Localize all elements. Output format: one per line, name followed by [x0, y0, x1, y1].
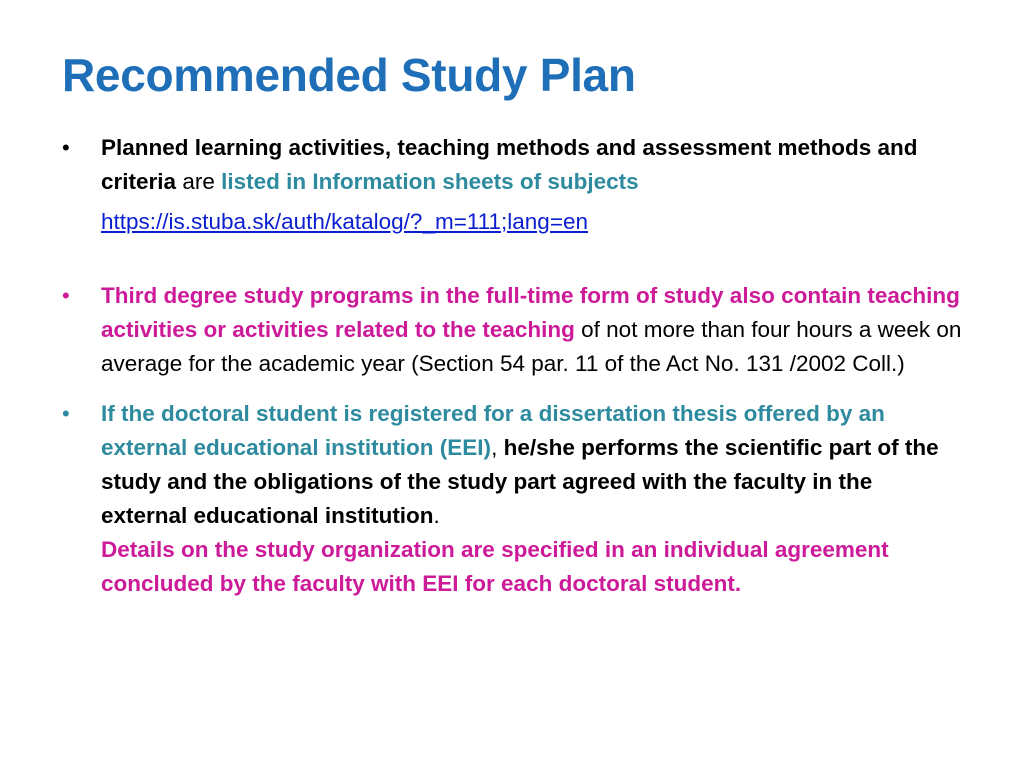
bullet-dot-icon: •	[62, 401, 70, 426]
bullet1-teal-text: listed in Information sheets of subjects	[221, 169, 639, 194]
bullet3-period: .	[433, 503, 440, 528]
bullet2-plain-text: of not more than four hours a week on average for the academic year (Section 54 par. 11 of the Act No. 131 /2002 Coll.)	[101, 317, 962, 376]
bullet-third-degree	[62, 279, 962, 381]
bullet-learning-activities	[62, 131, 962, 239]
bullet3-pink-text: Details on the study organization are specified in an individual agreement concluded by the faculty with EEI for each doctoral student.	[101, 537, 889, 596]
bullet-external-institution	[62, 397, 962, 601]
bullet-dot-icon: •	[62, 283, 70, 308]
bullet3-comma: ,	[491, 435, 504, 460]
bullet3-teal-text: If the doctoral student is registered for a dissertation thesis offered by an external educational institution (EEI)	[101, 401, 885, 460]
slide-title: Recommended Study Plan	[62, 49, 636, 101]
bullet-list	[62, 131, 962, 601]
bullet-dot-icon: •	[62, 135, 70, 160]
bullet1-bold-text: Planned learning activities, teaching methods and assessment methods and criteria	[101, 135, 918, 194]
bullet3-bold-text: he/she performs the scientific part of the study and the obligations of the study part agreed with the faculty in the external educational institution	[101, 435, 939, 528]
bullet2-pink-text: Third degree study programs in the full-time form of study also contain teaching activities or activities related to the teaching	[101, 283, 960, 342]
catalog-link[interactable]: https://is.stuba.sk/auth/katalog/?_m=111;lang=en	[101, 209, 588, 234]
bullet1-plain-text: are	[176, 169, 222, 194]
